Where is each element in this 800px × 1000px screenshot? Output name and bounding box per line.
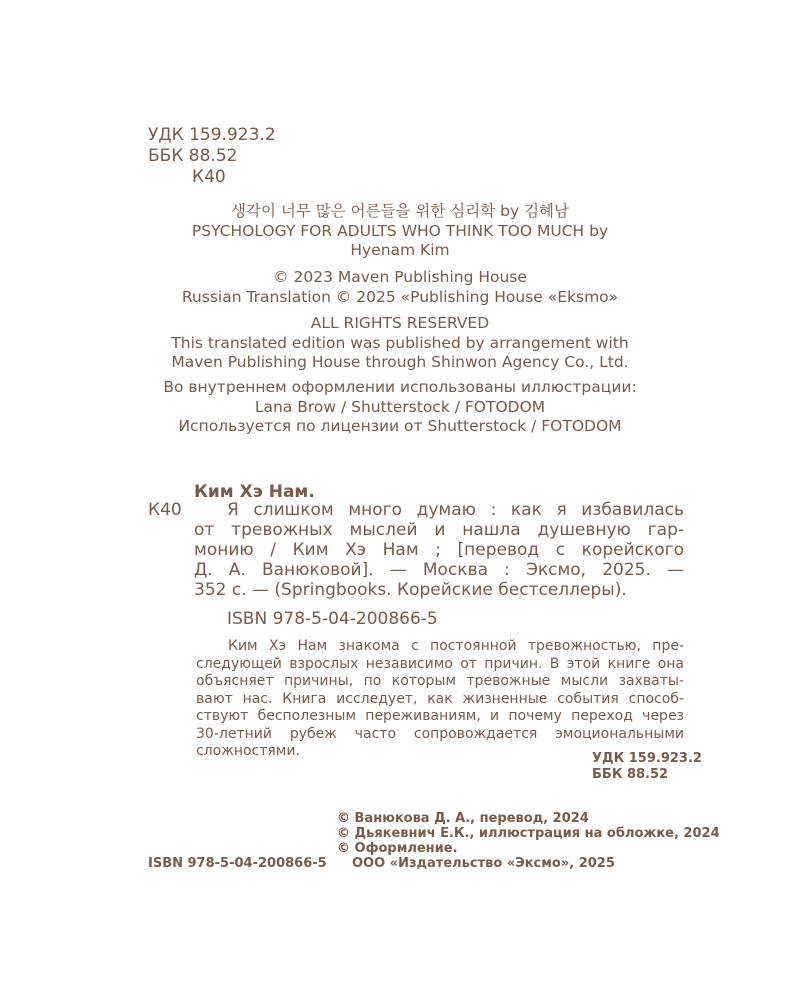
catalog-author-sign: К40 <box>148 500 182 520</box>
catalog-description-line: от тревожных мыслей и нашла душевную гар- <box>194 520 684 540</box>
footer-publisher: ООО «Издательство «Эксмо», 2025 <box>352 856 615 871</box>
abstract-line: Ким Хэ Нам знакома с постоянной тревожностью, пре- <box>228 638 684 654</box>
korean-title: 생각이 너무 많은 어른들을 위한 심리학 by 김혜남 <box>231 202 569 220</box>
catalog-author-heading: Ким Хэ Нам. <box>194 482 315 502</box>
english-title-line1: PSYCHOLOGY FOR ADULTS WHO THINK TOO MUCH by <box>191 221 609 240</box>
original-edition <box>130 202 670 261</box>
bbk-code: ББК 88.52 <box>148 146 238 166</box>
arrangement-line1: This translated edition was published by arrangement with <box>171 333 629 352</box>
udk-code: УДК 159.923.2 <box>148 125 276 145</box>
catalog-description-line: монию / Ким Хэ Нам ; [перевод с корейского <box>194 540 684 560</box>
abstract-line: 30-летний рубеж часто сопровождается эмоциональными <box>196 725 684 742</box>
illustrations-line2: Lana Brow / Shutterstock / FOTODOM <box>254 397 546 416</box>
catalog-isbn: ISBN 978-5-04-200866-5 <box>227 609 438 629</box>
illustrations-line1: Во внутреннем оформлении использованы иллюстрации: <box>163 378 637 396</box>
credit-cover: © Дьякевнич Е.К., иллюстрация на обложке, 2024 <box>337 826 720 841</box>
abstract-line: ствуют бесполезным переживаниям, и почему переход через <box>196 708 684 724</box>
abstract <box>196 638 684 761</box>
rights-statement <box>130 314 670 373</box>
translation-copyright: Russian Translation © 2025 «Publishing House «Eksmo» <box>181 287 619 306</box>
catalog-description-line: 352 с. — (Springbooks. Корейские бестселлеры). <box>194 580 627 600</box>
catalog-description-line: Я слишком много думаю : как я избавилась <box>227 500 684 520</box>
rights-reserved: ALL RIGHTS RESERVED <box>310 314 490 332</box>
catalog-description-line: Д. А. Ванюковой]. — Москва : Эксмо, 2025. — <box>194 560 684 580</box>
abstract-udk: УДК 159.923.2 <box>592 751 702 766</box>
illustrations-credit <box>130 378 670 437</box>
english-title-line2: Hyenam Kim <box>350 241 450 259</box>
credit-design: © Оформление. <box>337 841 458 856</box>
abstract-line: следующей взрослых независимо от причин. В этой книге она <box>196 655 684 672</box>
illustrations-line3: Используется по лицензии от Shutterstock / FOTODOM <box>178 417 622 435</box>
abstract-line: сложностями. <box>196 743 300 759</box>
abstract-bbk: ББК 88.52 <box>592 767 669 782</box>
abstract-line: объясняет причины, по которым тревожные мысли захваты- <box>196 673 684 689</box>
author-sign: К40 <box>192 167 226 187</box>
original-copyright: © 2023 Maven Publishing House <box>273 268 527 286</box>
footer-isbn: ISBN 978-5-04-200866-5 <box>148 856 327 871</box>
arrangement-line2: Maven Publishing House through Shinwon Agency Co., Ltd. <box>171 353 629 371</box>
copyrights <box>130 268 670 307</box>
credit-translation: © Ванюкова Д. А., перевод, 2024 <box>337 811 589 826</box>
abstract-line: вают нас. Книга исследует, как жизненные события способ- <box>196 690 684 707</box>
